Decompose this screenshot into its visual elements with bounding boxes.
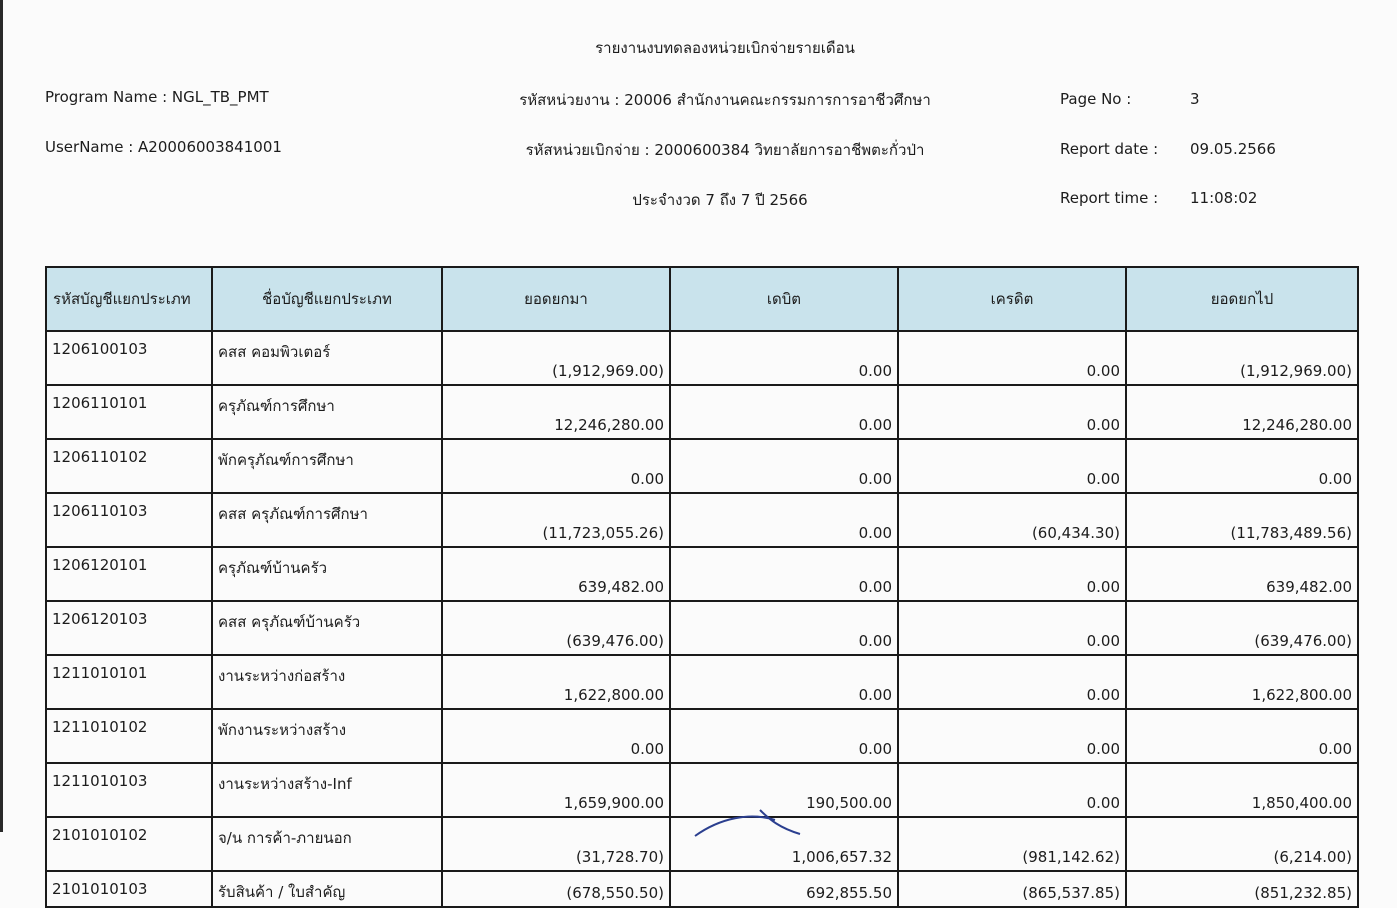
cell-debit: 0.00 (670, 385, 898, 439)
header-credit: เครดิต (898, 267, 1126, 331)
header-opening-balance: ยอดยกมา (442, 267, 670, 331)
cell-debit: 692,855.50 (670, 871, 898, 907)
cell-credit: 0.00 (898, 763, 1126, 817)
cell-opening-balance: 12,246,280.00 (442, 385, 670, 439)
cell-opening-balance: 1,659,900.00 (442, 763, 670, 817)
cell-closing-balance: 639,482.00 (1126, 547, 1358, 601)
cell-opening-balance: (31,728.70) (442, 817, 670, 871)
page-no-label: Page No : (1060, 90, 1132, 108)
cell-closing-balance: 1,622,800.00 (1126, 655, 1358, 709)
header-account-code: รหัสบัญชีแยกประเภท (46, 267, 212, 331)
table-row (46, 655, 1358, 709)
report-period: ประจำงวด 7 ถึง 7 ปี 2566 (632, 191, 808, 209)
table-row (46, 493, 1358, 547)
cell-account-name: ครุภัณฑ์การศึกษา (212, 385, 442, 439)
table-row (46, 871, 1358, 907)
header-debit: เดบิต (670, 267, 898, 331)
table-row (46, 439, 1358, 493)
cell-opening-balance: (1,912,969.00) (442, 331, 670, 385)
cell-credit: 0.00 (898, 709, 1126, 763)
cell-opening-balance: 0.00 (442, 709, 670, 763)
cell-account-code: 1211010101 (46, 655, 212, 709)
cell-account-name: จ/น การค้า-ภายนอก (212, 817, 442, 871)
cell-credit: 0.00 (898, 601, 1126, 655)
cell-credit: 0.00 (898, 439, 1126, 493)
report-time-label: Report time : (1060, 189, 1159, 207)
cell-opening-balance: (639,476.00) (442, 601, 670, 655)
cell-closing-balance: 12,246,280.00 (1126, 385, 1358, 439)
cell-account-code: 1206110103 (46, 493, 212, 547)
cell-account-name: ครุภัณฑ์บ้านครัว (212, 547, 442, 601)
header-account-name: ชื่อบัญชีแยกประเภท (212, 267, 442, 331)
report-date: 09.05.2566 (1190, 140, 1276, 158)
cell-opening-balance: (678,550.50) (442, 871, 670, 907)
cell-account-name: งานระหว่างสร้าง-Inf (212, 763, 442, 817)
cell-debit: 190,500.00 (670, 763, 898, 817)
cell-account-name: พักงานระหว่างสร้าง (212, 709, 442, 763)
cell-account-name: พักครุภัณฑ์การศึกษา (212, 439, 442, 493)
cell-account-code: 1211010102 (46, 709, 212, 763)
cell-credit: 0.00 (898, 655, 1126, 709)
cell-opening-balance: 639,482.00 (442, 547, 670, 601)
table-row (46, 709, 1358, 763)
program-name: Program Name : NGL_TB_PMT (45, 88, 269, 106)
cell-closing-balance: 1,850,400.00 (1126, 763, 1358, 817)
disbursing-unit: รหัสหน่วยเบิกจ่าย : 2000600384 วิทยาลัยการอาชีพตะกั่วป่า (525, 141, 925, 159)
cell-opening-balance: 0.00 (442, 439, 670, 493)
page-edge (0, 0, 3, 832)
cell-account-name: งานระหว่างก่อสร้าง (212, 655, 442, 709)
cell-closing-balance: (1,912,969.00) (1126, 331, 1358, 385)
cell-debit: 0.00 (670, 493, 898, 547)
cell-credit: 0.00 (898, 331, 1126, 385)
cell-account-code: 1206100103 (46, 331, 212, 385)
cell-closing-balance: (11,783,489.56) (1126, 493, 1358, 547)
cell-credit: (981,142.62) (898, 817, 1126, 871)
report-title: รายงานงบทดลองหน่วยเบิกจ่ายรายเดือน (595, 39, 855, 57)
report-time: 11:08:02 (1190, 189, 1258, 207)
cell-credit: (865,537.85) (898, 871, 1126, 907)
cell-account-code: 1206120101 (46, 547, 212, 601)
cell-closing-balance: (6,214.00) (1126, 817, 1358, 871)
table-header (46, 267, 1358, 331)
table-row (46, 385, 1358, 439)
cell-account-name: คสส ครุภัณฑ์บ้านครัว (212, 601, 442, 655)
table-row (46, 547, 1358, 601)
report-date-label: Report date : (1060, 140, 1159, 158)
cell-opening-balance: (11,723,055.26) (442, 493, 670, 547)
cell-account-name: คสส คอมพิวเตอร์ (212, 331, 442, 385)
username: UserName : A20006003841001 (45, 138, 282, 156)
page-no: 3 (1190, 90, 1200, 108)
cell-closing-balance: (851,232.85) (1126, 871, 1358, 907)
cell-closing-balance: (639,476.00) (1126, 601, 1358, 655)
signature-mark (690, 806, 810, 846)
cell-debit: 1,006,657.32 (670, 817, 898, 871)
cell-debit: 0.00 (670, 547, 898, 601)
table-row (46, 331, 1358, 385)
cell-debit: 0.00 (670, 709, 898, 763)
cell-account-code: 2101010103 (46, 871, 212, 907)
cell-credit: 0.00 (898, 547, 1126, 601)
cell-account-code: 2101010102 (46, 817, 212, 871)
cell-credit: 0.00 (898, 385, 1126, 439)
cell-credit: (60,434.30) (898, 493, 1126, 547)
cell-account-name: รับสินค้า / ใบสำคัญ (212, 871, 442, 907)
cell-account-code: 1211010103 (46, 763, 212, 817)
cell-opening-balance: 1,622,800.00 (442, 655, 670, 709)
cell-closing-balance: 0.00 (1126, 709, 1358, 763)
cell-debit: 0.00 (670, 331, 898, 385)
cell-account-code: 1206120103 (46, 601, 212, 655)
cell-debit: 0.00 (670, 439, 898, 493)
cell-account-code: 1206110101 (46, 385, 212, 439)
cell-account-name: คสส ครุภัณฑ์การศึกษา (212, 493, 442, 547)
cell-debit: 0.00 (670, 655, 898, 709)
cell-closing-balance: 0.00 (1126, 439, 1358, 493)
cell-account-code: 1206110102 (46, 439, 212, 493)
header-closing-balance: ยอดยกไป (1126, 267, 1358, 331)
table-row (46, 601, 1358, 655)
cell-debit: 0.00 (670, 601, 898, 655)
agency-code: รหัสหน่วยงาน : 20006 สำนักงานคณะกรรมการการอาชีวศึกษา (519, 91, 931, 109)
